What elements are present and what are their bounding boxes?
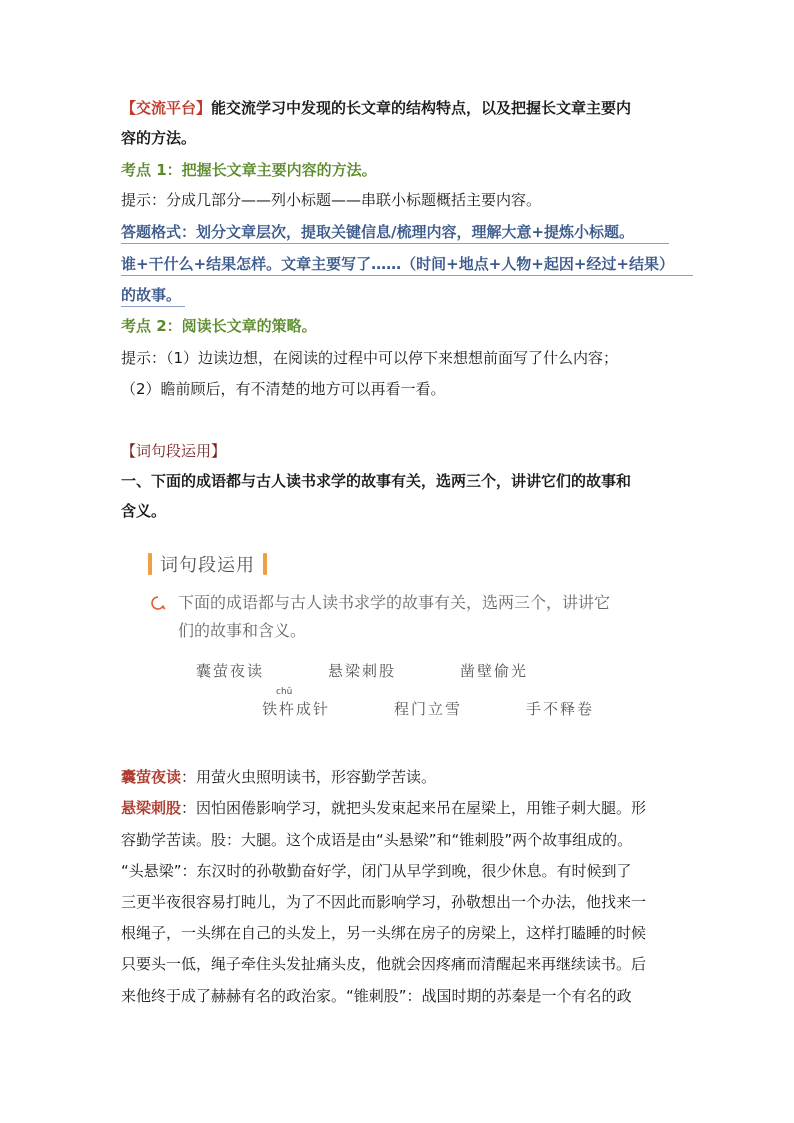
section2-question-line1: 一、下面的成语都与古人读书求学的故事有关，选两三个，讲讲它们的故事和 [121, 472, 632, 490]
point2-heading: 考点 2：阅读长文章的策略。 [121, 317, 317, 335]
inset-title: 词句段运用 [160, 555, 255, 576]
point1-format-line1: 答题格式：划分文章层次，提取关键信息/梳理内容，理解大意+提炼小标题。 [121, 223, 635, 241]
textbook-inset [140, 545, 660, 730]
section-exchange-title [121, 97, 681, 120]
answer-1 [121, 766, 681, 789]
point1-format-line2: 谁+干什么+结果怎样。文章主要写了……（时间+地点+人物+起因+经过+结果） [121, 255, 674, 273]
point1-heading: 考点 1：把握长文章主要内容的方法。 [121, 161, 377, 179]
idiom-3: 凿壁偷光 [460, 662, 529, 680]
point2-tip-line2: （2）瞻前顾后，有不清楚的地方可以再看一看。 [121, 380, 446, 398]
answer-2-line1-text: ：因怕困倦影响学习，就把头发束起来吊在屋梁上，用锥子刺大腿。形 [181, 799, 647, 817]
section-title-cont: 容的方法。 [121, 129, 197, 147]
section2-question-line2: 含义。 [121, 502, 167, 520]
answer-2-line6: 只要头一低，绳子牵住头发扯痛头皮，他就会因疼痛而清醒起来再继续读书。后 [121, 955, 647, 973]
answer-2-line5: 根绳子，一头绑在自己的头发上，另一头绑在房子的房梁上，这样打瞌睡的时候 [121, 924, 647, 942]
inset-question-line2: 们的故事和含义。 [178, 621, 307, 640]
speech-bubble-icon [150, 595, 166, 611]
inset-header [148, 551, 267, 577]
answer-1-term: 囊萤夜读 [121, 768, 182, 786]
answer-2-line1 [121, 797, 691, 820]
section-tag-exchange: 【交流平台】 [121, 99, 212, 117]
idiom-1: 囊萤夜读 [196, 662, 265, 680]
answer-2-line4: 三更半夜很容易打盹儿，为了不因此而影响学习，孙敬想出一个办法，他找来一 [121, 893, 647, 911]
section-title-text: 能交流学习中发现的长文章的结构特点，以及把握长文章主要内 [211, 99, 632, 117]
idiom-6: 手不释卷 [526, 700, 595, 718]
answer-2-line7: 来他终于成了赫赫有名的政治家。“锥刺股”：战国时期的苏秦是一个有名的政 [121, 987, 632, 1005]
underline-1 [121, 243, 669, 244]
answer-2-term: 悬梁刺股 [121, 799, 182, 817]
point2-tip-line1: 提示：（1）边读边想，在阅读的过程中可以停下来想想前面写了什么内容； [121, 349, 619, 367]
idiom-4: 铁杵成针 [262, 700, 331, 718]
inset-bar-left [148, 553, 152, 575]
underline-3 [121, 306, 185, 307]
inset-question-line1: 下面的成语都与古人读书求学的故事有关，选两三个，讲讲它 [178, 593, 611, 612]
idiom-pinyin: chǔ [276, 687, 293, 697]
point1-format-line3: 的故事。 [121, 286, 182, 304]
inset-question [150, 589, 650, 645]
idiom-5: 程门立雪 [394, 700, 463, 718]
point1-tip: 提示：分成几部分——列小标题——串联小标题概括主要内容。 [121, 191, 542, 209]
underline-2 [121, 275, 693, 276]
answer-1-text: ：用萤火虫照明读书，形容勤学苦读。 [181, 768, 437, 786]
inset-bar-right [263, 553, 267, 575]
section-tag-words: 【词句段运用】 [121, 442, 227, 460]
answer-2-line3: “头悬梁”：东汉时的孙敬勤奋好学，闭门从早学到晚，很少休息。有时候到了 [121, 862, 632, 880]
idiom-2: 悬梁刺股 [328, 662, 397, 680]
answer-2-line2: 容勤学苦读。股：大腿。这个成语是由“头悬梁”和“锥刺股”两个故事组成的。 [121, 831, 633, 849]
